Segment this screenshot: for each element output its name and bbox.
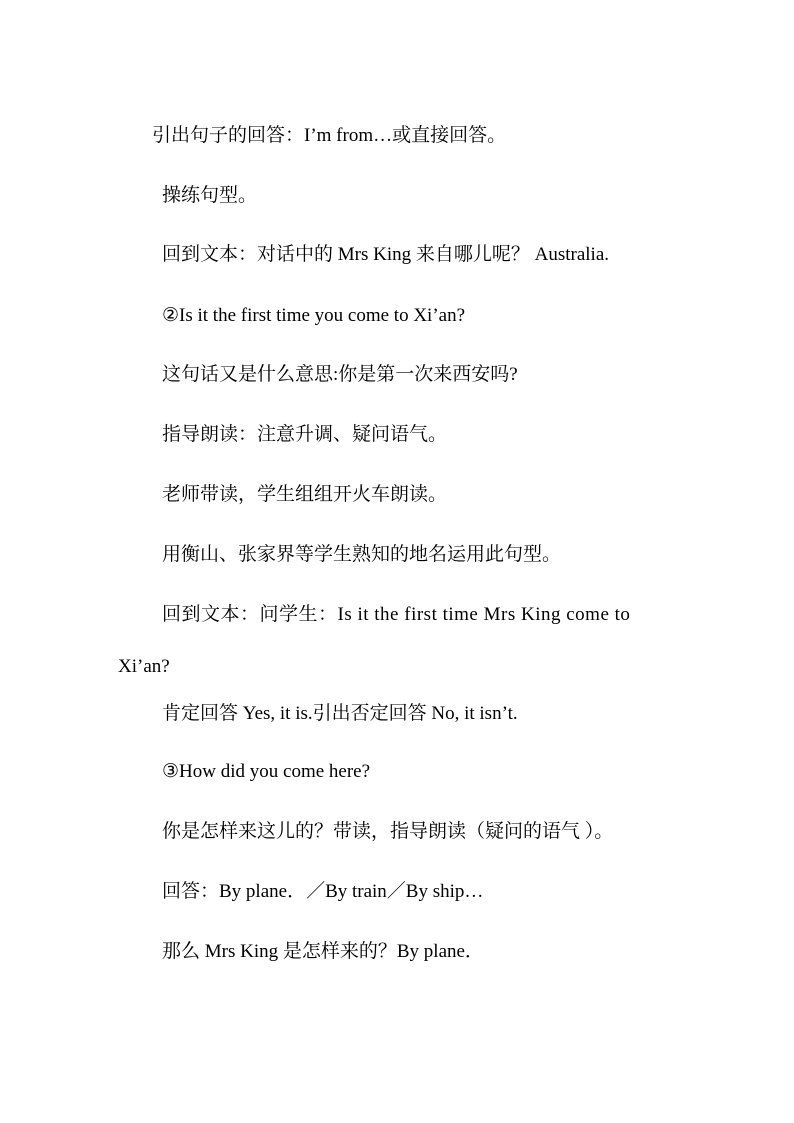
text-line-mrs-king-transport: 那么 Mrs King 是怎样来的？By plane． xyxy=(162,941,484,962)
text-line-question-2: ②Is it the first time you come to Xi’an? xyxy=(162,305,466,326)
text-line-back-to-text-1: 回到文本：对话中的 Mrs King 来自哪儿呢？ Australia. xyxy=(162,244,610,265)
text-line-back-to-text-2-content: 回到文本：问学生：Is it the first time Mrs King come to xyxy=(162,604,631,625)
text-line-reading-guide: 指导朗读：注意升调、疑问语气。 xyxy=(162,424,448,445)
text-line-how-meaning: 你是怎样来这儿的？带读，指导朗读（疑问的语气 ）。 xyxy=(162,821,614,842)
text-line-drill: 操练句型。 xyxy=(162,185,258,206)
text-line-continuation: Xi’an? xyxy=(118,656,170,677)
text-line-place-names: 用衡山、张家界等学生熟知的地名运用此句型。 xyxy=(162,544,562,565)
text-line-answers: 肯定回答 Yes, it is.引出否定回答 No, it isn’t. xyxy=(162,703,518,724)
text-line-teacher-lead: 老师带读，学生组组开火车朗读。 xyxy=(162,484,448,505)
text-line-answer-intro: 引出句子的回答：I’m from…或直接回答。 xyxy=(152,125,507,146)
text-line-back-to-text-2 xyxy=(162,603,630,627)
text-line-transport-answers: 回答：By plane．／By train／By ship… xyxy=(162,881,484,902)
text-line-question-3: ③How did you come here? xyxy=(162,761,371,782)
text-line-meaning: 这句话又是什么意思:你是第一次来西安吗? xyxy=(162,364,518,385)
